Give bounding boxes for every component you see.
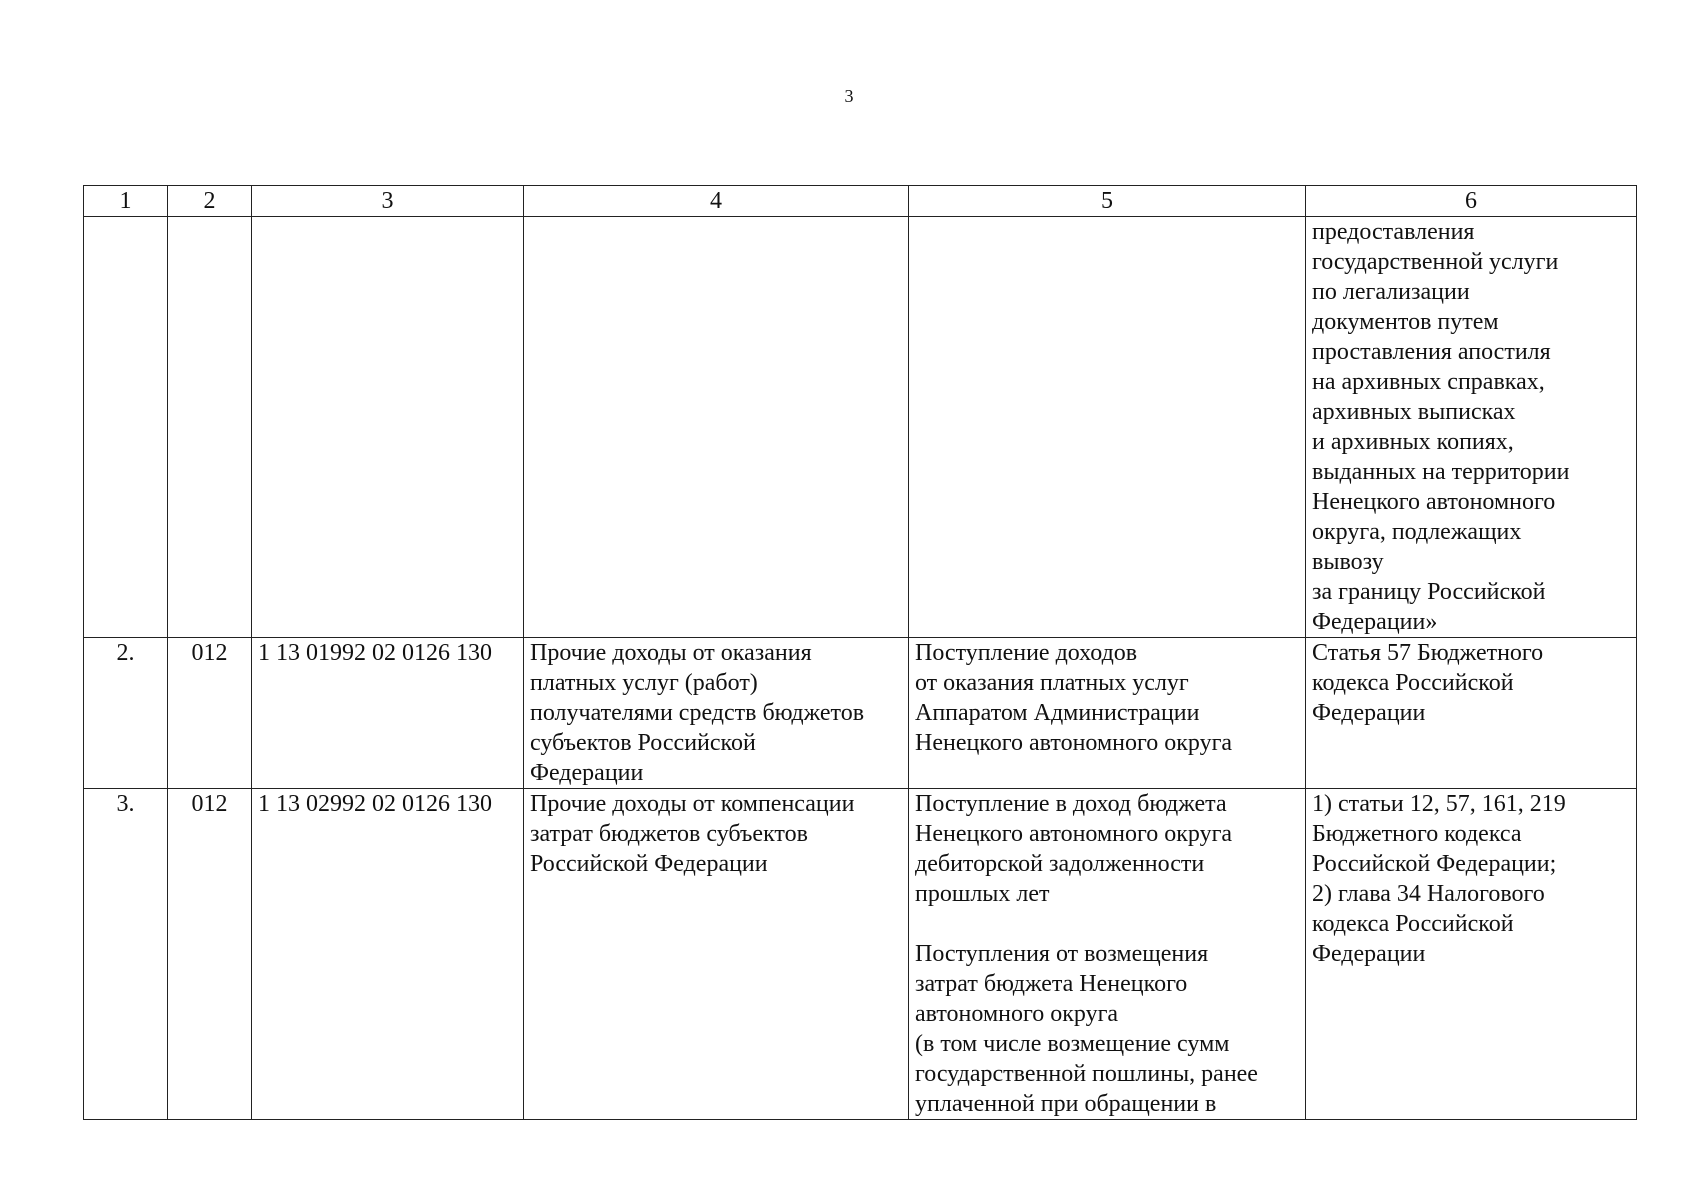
table-row bbox=[84, 638, 1637, 789]
column-header: 4 bbox=[524, 186, 909, 217]
revenue-name-cell: Прочие доходы от компенсации затрат бюджетов субъектов Российской Федерации bbox=[524, 789, 909, 1120]
table-cell bbox=[84, 217, 168, 638]
table-cell bbox=[524, 217, 909, 638]
table-row-continuation bbox=[84, 217, 1637, 638]
row-number-cell: 2. bbox=[84, 638, 168, 789]
column-header: 3 bbox=[252, 186, 524, 217]
kbk-code-cell: 1 13 02992 02 0126 130 bbox=[252, 789, 524, 1120]
table-cell bbox=[909, 217, 1306, 638]
admin-code-cell: 012 bbox=[168, 789, 252, 1120]
table-cell bbox=[252, 217, 524, 638]
column-header: 5 bbox=[909, 186, 1306, 217]
revenue-description-cell: Поступление доходов от оказания платных услуг Аппаратом Администрации Ненецкого автономного округа bbox=[909, 638, 1306, 789]
revenue-description-cell: Поступление в доход бюджета Ненецкого автономного округа дебиторской задолженности прошлых лет Поступления от возмещения затрат бюджета Ненецкого автономного округа (в том числе возмещение сумм государственной пошлины, ранее уплаченной при обращении в bbox=[909, 789, 1306, 1120]
row-number-cell: 3. bbox=[84, 789, 168, 1120]
page-number: 3 bbox=[844, 86, 854, 106]
revenue-table bbox=[83, 185, 1637, 1120]
column-header: 6 bbox=[1306, 186, 1637, 217]
revenue-name-cell: Прочие доходы от оказания платных услуг (работ) получателями средств бюджетов субъектов Российской Федерации bbox=[524, 638, 909, 789]
kbk-code-cell: 1 13 01992 02 0126 130 bbox=[252, 638, 524, 789]
legal-basis-cell: Статья 57 Бюджетного кодекса Российской Федерации bbox=[1306, 638, 1637, 789]
table-row bbox=[84, 789, 1637, 1120]
table-cell bbox=[168, 217, 252, 638]
admin-code-cell: 012 bbox=[168, 638, 252, 789]
column-header: 2 bbox=[168, 186, 252, 217]
legal-basis-cell: предоставления государственной услуги по легализации документов путем проставления апостиля на архивных справках, архивных выписках и архивных копиях, выданных на территории Ненецкого автономного округа, подлежащих вывозу за границу Российской Федерации» bbox=[1306, 217, 1637, 638]
table-header-row bbox=[84, 186, 1637, 217]
legal-basis-cell: 1) статьи 12, 57, 161, 219 Бюджетного кодекса Российской Федерации; 2) глава 34 Налогового кодекса Российской Федерации bbox=[1306, 789, 1637, 1120]
column-header: 1 bbox=[84, 186, 168, 217]
